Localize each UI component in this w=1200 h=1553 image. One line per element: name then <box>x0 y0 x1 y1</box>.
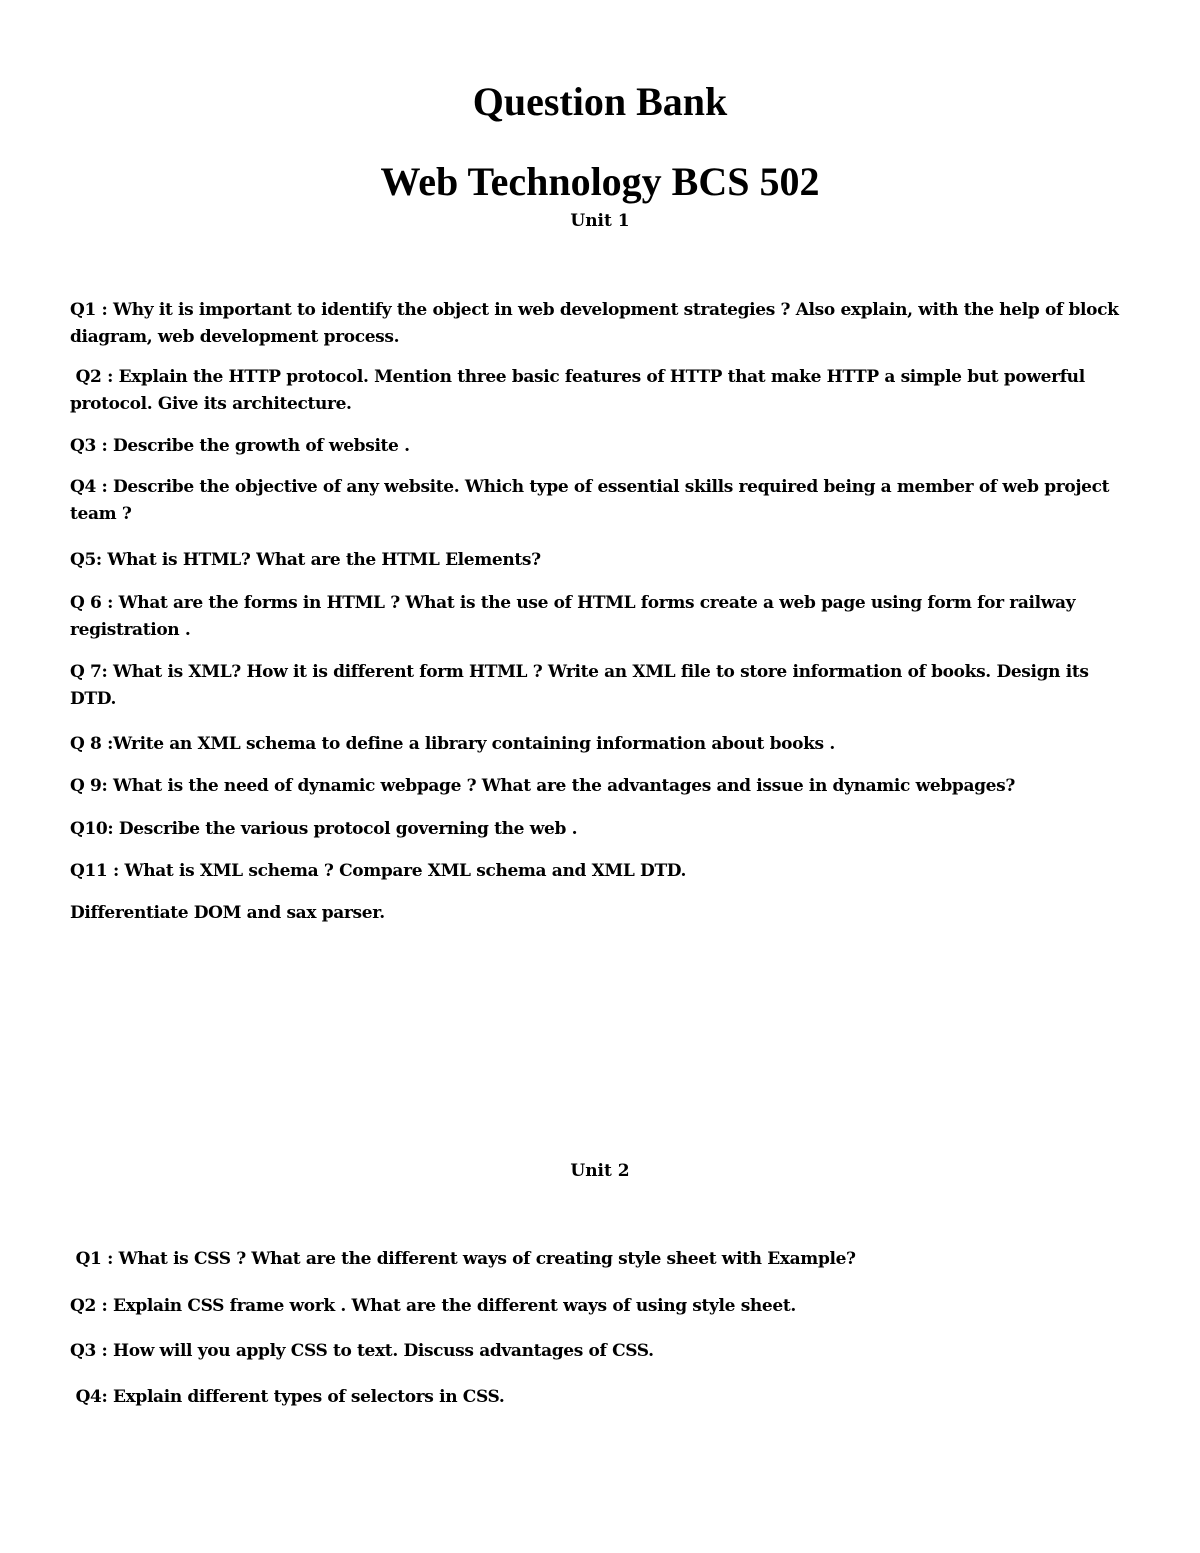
unit-1-question-8: Q 8 :Write an XML schema to define a library containing information about books . <box>70 734 835 754</box>
unit-1-question-10: Q10: Describe the various protocol governing the web . <box>70 819 578 839</box>
unit-1-heading: Unit 1 <box>570 211 630 231</box>
unit-2-heading: Unit 2 <box>570 1161 630 1181</box>
unit-1-question-11: Q11 : What is XML schema ? Compare XML schema and XML DTD. <box>70 861 687 881</box>
course-title: Web Technology BCS 502 <box>380 159 820 204</box>
unit-1-question-6: Q 6 : What are the forms in HTML ? What is the use of HTML forms create a web page using form for railway registration . <box>70 593 1076 640</box>
unit-1-question-9: Q 9: What is the need of dynamic webpage ? What are the advantages and issue in dynamic webpages? <box>70 776 1015 796</box>
unit-1-question-2: Q2 : Explain the HTTP protocol. Mention three basic features of HTTP that make HTTP a simple but powerful protocol. Give its architecture. <box>70 367 1091 414</box>
unit-2-question-4: Q4: Explain different types of selectors in CSS. <box>70 1387 505 1407</box>
unit-1-question-4: Q4 : Describe the objective of any website. Which type of essential skills required being a member of web project team ? <box>70 477 1110 524</box>
unit-2-question-3: Q3 : How will you apply CSS to text. Discuss advantages of CSS. <box>70 1341 654 1361</box>
unit-2-question-2: Q2 : Explain CSS frame work . What are the different ways of using style sheet. <box>70 1296 796 1316</box>
unit-1-question-5: Q5: What is HTML? What are the HTML Elements? <box>70 550 541 570</box>
page-title: Question Bank <box>472 79 728 124</box>
unit-1-question-1: Q1 : Why it is important to identify the object in web development strategies ? Also explain, with the help of block diagram, web development process. <box>70 300 1119 347</box>
unit-1-question-7: Q 7: What is XML? How it is different form HTML ? Write an XML file to store information of books. Design its DTD. <box>70 662 1089 709</box>
unit-2-question-1: Q1 : What is CSS ? What are the different ways of creating style sheet with Example? <box>70 1249 856 1269</box>
unit-1-question-3: Q3 : Describe the growth of website . <box>70 436 410 456</box>
unit-1-question-12: Differentiate DOM and sax parser. <box>70 903 385 923</box>
